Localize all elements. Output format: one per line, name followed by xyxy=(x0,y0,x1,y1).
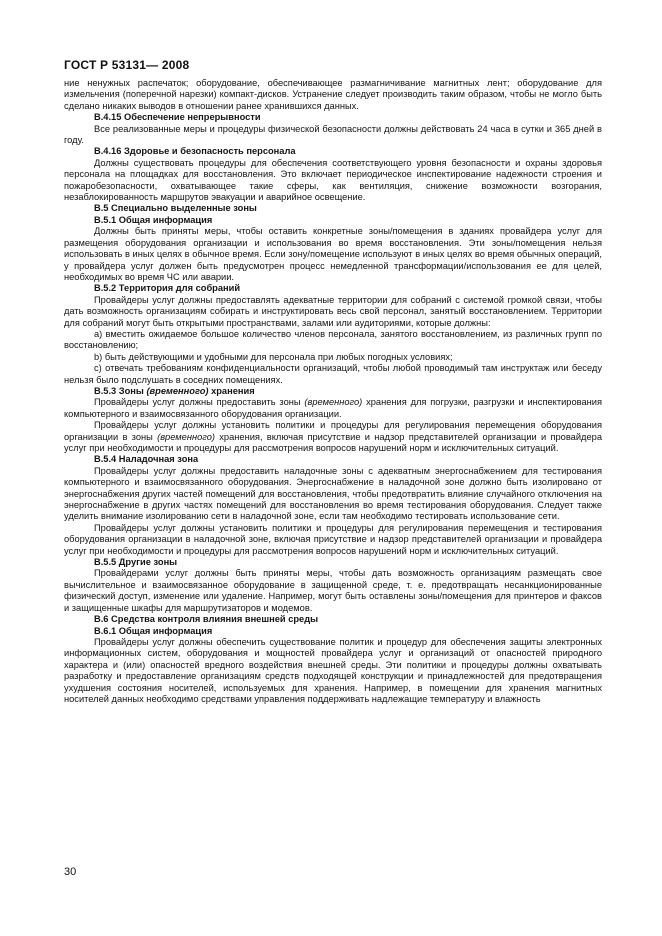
paragraph xyxy=(64,420,602,454)
section-heading: В.5.5 Другие зоны xyxy=(94,557,178,568)
section-heading: В.5.1 Общая информация xyxy=(94,214,213,225)
italic-part: (временного) xyxy=(157,431,215,442)
section-heading: В.4.15 Обеспечение непрерывности xyxy=(94,112,261,123)
text-part: Провайдеры услуг должны установить политики и процедуры для регулирования перемещения оборудования организации в зоны xyxy=(64,420,602,442)
section-heading: В.5 Специально выделенные зоны xyxy=(94,203,257,214)
paragraph: Провайдерами услуг должны быть приняты меры, чтобы дать возможность организациям размещать свое вычислительное и взаимосвязанное оборудование в защищенной среде, т. е. предотвращать несанкционированные физический доступ, изменение или удаление. Например, могут быть оставлены зоны/помещения для принтеров и факсов и защищенные шкафы для маршрутизаторов и модемов. xyxy=(64,568,602,613)
text-part: хранения для погрузки, разгрузки и инспектирования компьютерного и взаимосвязанного оборудования организации. xyxy=(64,397,602,419)
paragraph: Должны существовать процедуры для обеспечения соответствующего уровня безопасности и охраны здоровья персонала на площадках для восстановления. Это включает периодическое инспектирование надежности строения и пожаробезопасности, охватывающее такие сферы, как вентиляция, снижение возможности возгорания, незаблокированность маршрутов эвакуации и аварийное освещение. xyxy=(64,157,602,203)
section-heading: В.5.4 Наладочная зона xyxy=(94,454,199,465)
heading-part: В.5.3 Зоны xyxy=(94,385,147,396)
section-heading: В.4.16 Здоровье и безопасность персонала xyxy=(94,146,296,157)
text-part: хранения, включая присутствие и надзор представителей организации и провайдера услуг при необходимости и процедуры для рассмотрения вопросов нарушений норм и исключительных ситуаций. xyxy=(64,431,602,453)
document-header: ГОСТ Р 53131— 2008 xyxy=(64,58,190,72)
section-heading: В.6.1 Общая информация xyxy=(94,625,213,636)
paragraph: ние ненужных распечаток; оборудование, обеспечивающее размагничивание магнитных лент; оборудование для измельчения (поперечной нарезки) компакт-дисков. Устранение следует производить таким образом, чтобы не могло быть сделано никаких выводов в отношении ранее хранившихся данных. xyxy=(64,78,602,111)
text-part: Провайдеры услуг должны предоставить зоны xyxy=(94,397,305,408)
list-item: а) вместить ожидаемое большое количество членов персонала, занятого восстановлением, из различных групп по восстановлению; xyxy=(64,328,602,351)
paragraph: Провайдеры услуг должны предоставлять адекватные территории для собраний с системой громкой связи, чтобы дать возможность организациям собирать и инструктировать весь свой персонал, занятый восстановлением. Территории для собраний могут быть открытыми пространствами, залами или аудиториями, которые должны: xyxy=(64,294,602,328)
list-item: b) быть действующими и удобными для персонала при любых погодных условиях; xyxy=(94,351,453,362)
section-heading: В.5.2 Территория для собраний xyxy=(94,283,241,294)
paragraph: Провайдеры услуг должны предоставить наладочные зоны с адекватным энергоснабжением для тестирования компьютерного и взаимосвязанного оборудования. Энергоснабжение в наладочной зоне должно быть изолировано от энергоснабжения других частей помещений для восстановления, чтобы предотвратить влияние случайного отключения на энергоснабжение в других частях помещений для восстановления во время тестирования оборудования. Следует также уделить внимание изолированию сети в наладочной зоне, если там необходимо тестировать использование сети. xyxy=(64,465,602,522)
list-item: с) отвечать требованиям конфиденциальности организаций, чтобы любой проводимый там инструктаж или беседу нельзя было подслушать в соседних помещениях. xyxy=(64,363,602,385)
document-body xyxy=(64,78,602,705)
paragraph: Провайдеры услуг должны обеспечить существование политик и процедур для обеспечения защиты электронных информационных систем, оборудования и мощностей провайдера услуг и организаций от опасностей природного характера и (или) опасностей вредного воздействия внешней среды. Эти политики и процедуры должны охватывать разработку и предоставление организациям средств подходящей конструкции и принадлежностей для предотвращения ухудшения состояния носителей, используемых для хранения. Например, в помещении для хранения магнитных носителей данных необходимо средствами управления поддерживать надлежащие температуру и влажность xyxy=(64,636,602,704)
paragraph: Все реализованные меры и процедуры физической безопасности должны действовать 24 часа в сутки и 365 дней в году. xyxy=(64,123,602,146)
page-number: 30 xyxy=(64,866,77,878)
section-heading xyxy=(64,386,602,397)
paragraph: Провайдеры услуг должны установить политики и процедуры для регулирования перемещения и тестирования оборудования организации в наладочной зоне, включая присутствие и надзор представителей организации и провайдера услуг при необходимости и процедуры для рассмотрения вопросов нарушений норм и исключительных ситуаций. xyxy=(64,522,602,556)
italic-part: (временного) xyxy=(304,397,363,408)
section-heading: В.6 Средства контроля влияния внешней среды xyxy=(94,614,319,625)
paragraph xyxy=(64,397,602,420)
heading-part: хранения xyxy=(208,385,255,396)
paragraph: Должны быть приняты меры, чтобы оставить конкретные зоны/помещения в зданиях провайдера услуг для размещения оборудования организации и использования во время восстановления. Эти зоны/помещения нельзя использовать в иных целях в обычное время. Если зону/помещение используют в иных целях во время обычных операций, у провайдера услуг должен быть предусмотрен процесс немедленной трансформации/использования ее для целей, необходимых во время ЧС или аварии. xyxy=(64,226,602,282)
heading-italic-part: (временного) xyxy=(146,385,209,396)
